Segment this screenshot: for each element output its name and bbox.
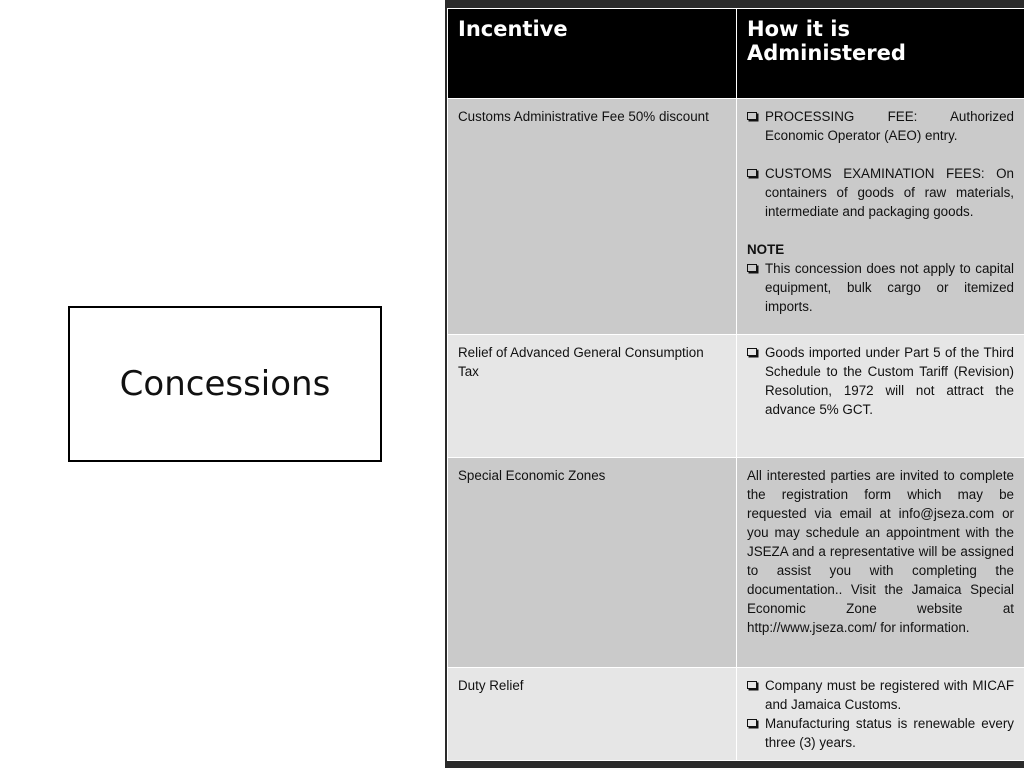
- incentives-table-panel: [445, 0, 1024, 768]
- administered-cell: [737, 99, 1024, 335]
- table-row: [448, 668, 1024, 761]
- header-how-administered: How it is Administered: [737, 9, 1024, 99]
- incentive-cell: Duty Relief: [448, 668, 737, 761]
- bullet-item: [747, 259, 1014, 316]
- administered-cell: All interested parties are invited to complete the registration form which may be requested via email at info@jseza.com or you may schedule an appointment with the JSEZA and a representative will be assigned to assist you with completing the documentation.. Visit the Jamaica Special Economic Zone website at http://www.jseza.com/ for information.: [737, 458, 1024, 668]
- table-row: [448, 335, 1024, 458]
- bullet-text: Company must be registered with MICAF and Jamaica Customs.: [765, 678, 1014, 712]
- bullet-item: [747, 714, 1014, 752]
- bullet-item: [747, 676, 1014, 714]
- bullet-text: CUSTOMS EXAMINATION FEES: On containers of goods of raw materials, intermediate and packaging goods.: [765, 166, 1014, 219]
- checkbox-bullet-icon: [747, 112, 757, 120]
- header-incentive: Incentive: [448, 9, 737, 99]
- bullet-item: [747, 107, 1014, 145]
- table-header-row: [448, 9, 1024, 99]
- incentive-cell: Special Economic Zones: [448, 458, 737, 668]
- bullet-text: PROCESSING FEE: Authorized Economic Operator (AEO) entry.: [765, 109, 1014, 143]
- administered-cell: [737, 668, 1024, 761]
- incentive-cell: Relief of Advanced General Consumption Tax: [448, 335, 737, 458]
- table-row: [448, 99, 1024, 335]
- checkbox-bullet-icon: [747, 681, 757, 689]
- checkbox-bullet-icon: [747, 348, 757, 356]
- checkbox-bullet-icon: [747, 264, 757, 272]
- checkbox-bullet-icon: [747, 169, 757, 177]
- bullet-text: Goods imported under Part 5 of the Third Schedule to the Custom Tariff (Revision) Resolution, 1972 will not attract the advance 5% GCT.: [765, 345, 1014, 417]
- bullet-text: This concession does not apply to capital equipment, bulk cargo or itemized imports.: [765, 261, 1014, 314]
- note-label: NOTE: [747, 242, 785, 257]
- checkbox-bullet-icon: [747, 719, 757, 727]
- concessions-title-box: [68, 306, 382, 462]
- bullet-item: [747, 343, 1014, 419]
- slide-title: Concessions: [119, 364, 331, 404]
- bullet-item: [747, 164, 1014, 221]
- administered-cell: [737, 335, 1024, 458]
- incentives-table: [447, 8, 1024, 761]
- table-row: [448, 458, 1024, 668]
- bullet-text: Manufacturing status is renewable every three (3) years.: [765, 716, 1014, 750]
- incentive-cell: Customs Administrative Fee 50% discount: [448, 99, 737, 335]
